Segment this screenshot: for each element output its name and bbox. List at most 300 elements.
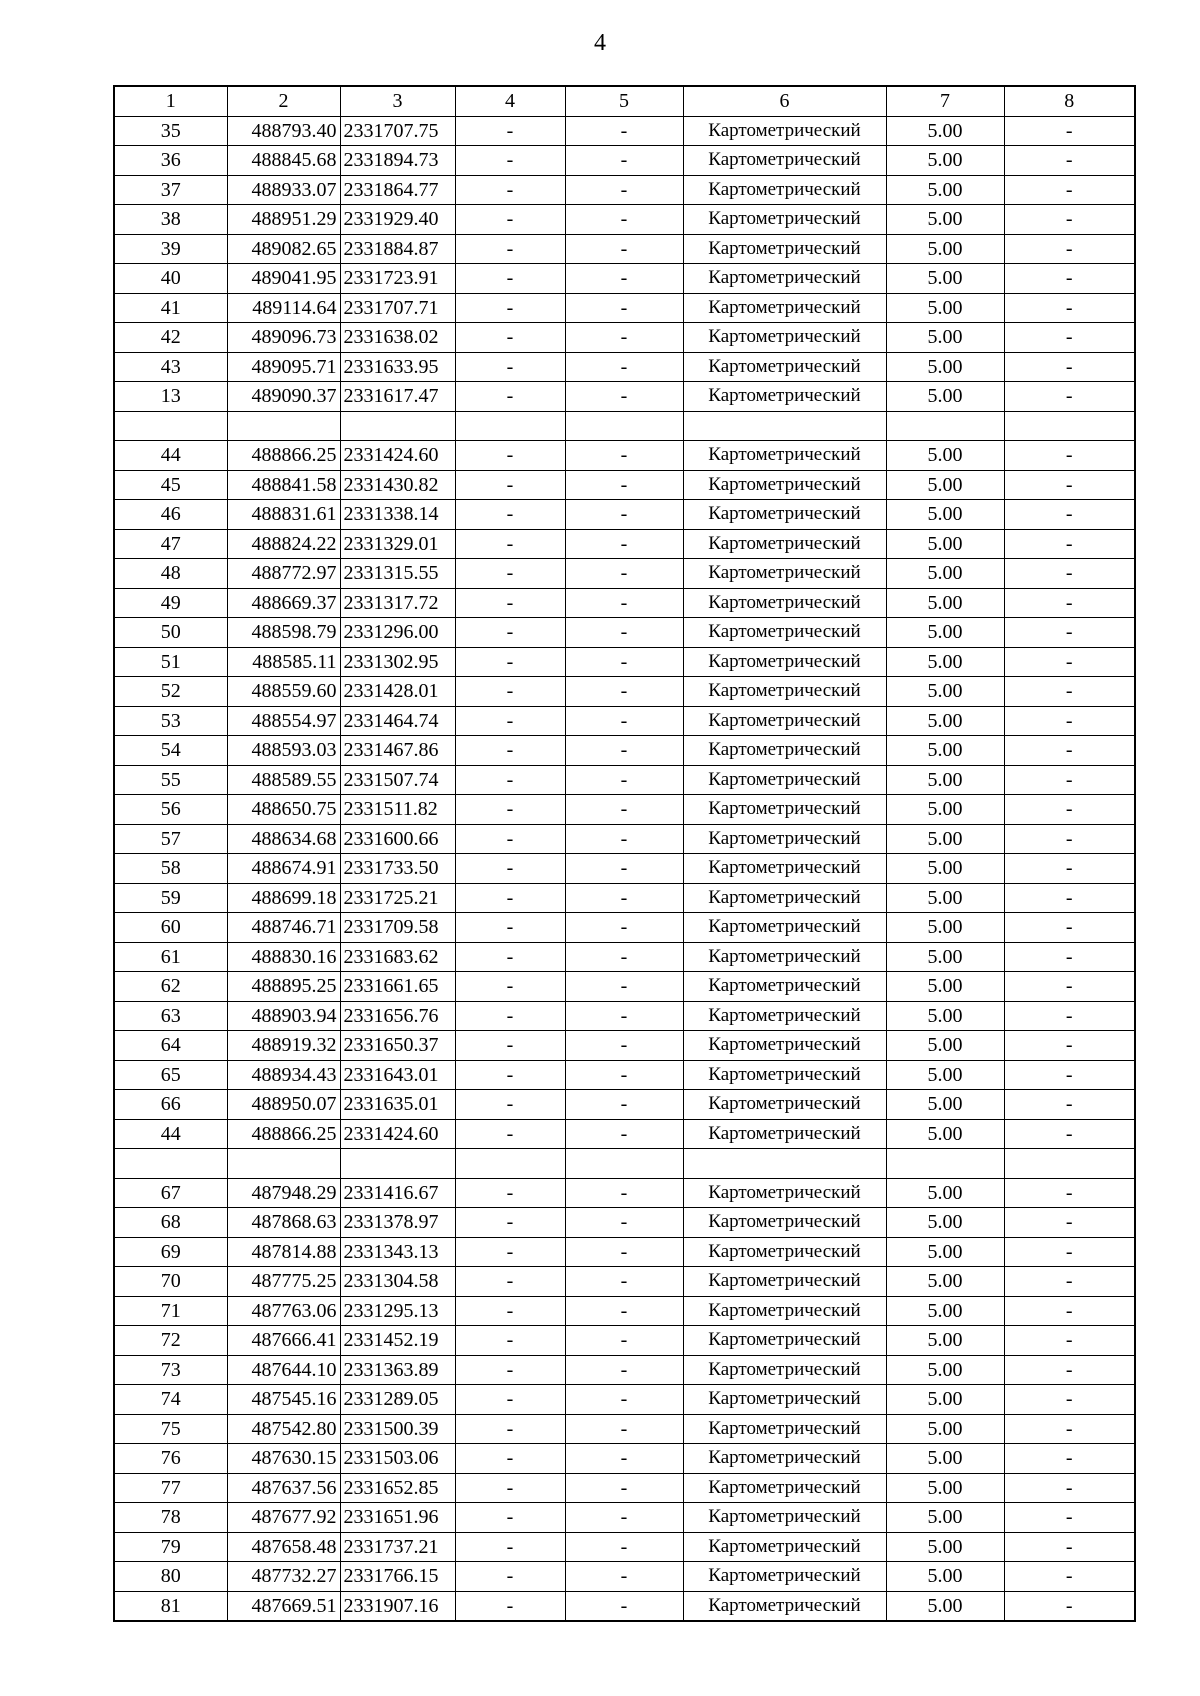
table-cell: - bbox=[565, 588, 683, 618]
table-cell: 488593.03 bbox=[227, 736, 340, 766]
table-cell: 41 bbox=[114, 293, 227, 323]
table-cell: 487630.15 bbox=[227, 1444, 340, 1474]
table-cell: - bbox=[1004, 1591, 1135, 1621]
table-cell: 2331296.00 bbox=[340, 618, 455, 648]
table-cell: 2331643.01 bbox=[340, 1060, 455, 1090]
table-cell: - bbox=[565, 175, 683, 205]
table-cell: - bbox=[1004, 470, 1135, 500]
table-cell: - bbox=[1004, 1473, 1135, 1503]
table-cell: - bbox=[565, 1473, 683, 1503]
table-cell: Картометрический bbox=[683, 824, 886, 854]
table-cell bbox=[227, 411, 340, 441]
table-cell: - bbox=[565, 382, 683, 412]
table-cell: Картометрический bbox=[683, 647, 886, 677]
table-cell: - bbox=[565, 706, 683, 736]
table-cell bbox=[1004, 1149, 1135, 1179]
table-row bbox=[114, 1296, 1135, 1326]
table-cell: Картометрический bbox=[683, 559, 886, 589]
table-cell bbox=[565, 1149, 683, 1179]
table-cell: - bbox=[1004, 559, 1135, 589]
table-cell: - bbox=[565, 1562, 683, 1592]
table-cell: - bbox=[455, 1119, 565, 1149]
table-row bbox=[114, 854, 1135, 884]
table-cell: 5.00 bbox=[886, 854, 1004, 884]
table-row bbox=[114, 559, 1135, 589]
table-header-row bbox=[114, 86, 1135, 116]
table-cell: 488934.43 bbox=[227, 1060, 340, 1090]
table-cell: - bbox=[1004, 588, 1135, 618]
table-cell: Картометрический bbox=[683, 706, 886, 736]
table-cell: - bbox=[1004, 293, 1135, 323]
table-cell: 488951.29 bbox=[227, 205, 340, 235]
table-cell: - bbox=[565, 972, 683, 1002]
table-cell: 488845.68 bbox=[227, 146, 340, 176]
table-cell: Картометрический bbox=[683, 382, 886, 412]
table-row bbox=[114, 1562, 1135, 1592]
table-row bbox=[114, 1414, 1135, 1444]
table-cell: 2331650.37 bbox=[340, 1031, 455, 1061]
table-cell: - bbox=[455, 559, 565, 589]
table-cell: 489095.71 bbox=[227, 352, 340, 382]
table-cell: 49 bbox=[114, 588, 227, 618]
table-cell: 71 bbox=[114, 1296, 227, 1326]
table-cell: 38 bbox=[114, 205, 227, 235]
table-cell: 5.00 bbox=[886, 647, 1004, 677]
table-cell: - bbox=[455, 470, 565, 500]
table-cell: - bbox=[455, 264, 565, 294]
table-cell: Картометрический bbox=[683, 1208, 886, 1238]
table-cell: 2331424.60 bbox=[340, 441, 455, 471]
table-cell: 5.00 bbox=[886, 736, 1004, 766]
table-cell: 70 bbox=[114, 1267, 227, 1297]
table-cell: Картометрический bbox=[683, 1444, 886, 1474]
table-cell: 2331652.85 bbox=[340, 1473, 455, 1503]
table-cell: 42 bbox=[114, 323, 227, 353]
table-cell: - bbox=[565, 146, 683, 176]
table-cell: - bbox=[455, 942, 565, 972]
table-cell: - bbox=[455, 588, 565, 618]
table-cell: 52 bbox=[114, 677, 227, 707]
table-cell: Картометрический bbox=[683, 1237, 886, 1267]
table-cell: - bbox=[1004, 382, 1135, 412]
table-cell: - bbox=[565, 942, 683, 972]
table-cell: 5.00 bbox=[886, 205, 1004, 235]
table-cell: 55 bbox=[114, 765, 227, 795]
table-cell: 487658.48 bbox=[227, 1532, 340, 1562]
table-row bbox=[114, 1326, 1135, 1356]
table-cell: - bbox=[1004, 824, 1135, 854]
table-row bbox=[114, 470, 1135, 500]
table-cell: - bbox=[565, 677, 683, 707]
table-cell: 5.00 bbox=[886, 1031, 1004, 1061]
table-cell: Картометрический bbox=[683, 1031, 886, 1061]
table-row bbox=[114, 736, 1135, 766]
table-cell: - bbox=[455, 1503, 565, 1533]
table-row bbox=[114, 1444, 1135, 1474]
table-cell: Картометрический bbox=[683, 500, 886, 530]
table-cell: 78 bbox=[114, 1503, 227, 1533]
table-cell: Картометрический bbox=[683, 1090, 886, 1120]
table-cell: 5.00 bbox=[886, 293, 1004, 323]
table-cell: Картометрический bbox=[683, 1119, 886, 1149]
table-cell: 2331633.95 bbox=[340, 352, 455, 382]
table-cell bbox=[114, 1149, 227, 1179]
table-cell: - bbox=[1004, 1355, 1135, 1385]
table-cell: 487666.41 bbox=[227, 1326, 340, 1356]
table-cell: - bbox=[455, 175, 565, 205]
table-row bbox=[114, 1208, 1135, 1238]
table-cell: 5.00 bbox=[886, 1326, 1004, 1356]
table-cell: 5.00 bbox=[886, 234, 1004, 264]
table-cell: 488554.97 bbox=[227, 706, 340, 736]
table-cell: 35 bbox=[114, 116, 227, 146]
table-cell: 5.00 bbox=[886, 1414, 1004, 1444]
table-cell: 51 bbox=[114, 647, 227, 677]
table-cell: 2331378.97 bbox=[340, 1208, 455, 1238]
table-cell: 488950.07 bbox=[227, 1090, 340, 1120]
table-cell: 60 bbox=[114, 913, 227, 943]
table-cell: 5.00 bbox=[886, 1090, 1004, 1120]
table-cell: 2331338.14 bbox=[340, 500, 455, 530]
table-cell bbox=[886, 1149, 1004, 1179]
table-cell: - bbox=[565, 323, 683, 353]
table-row bbox=[114, 411, 1135, 441]
table-cell: - bbox=[565, 1001, 683, 1031]
table-cell: - bbox=[455, 1060, 565, 1090]
table-cell: - bbox=[1004, 706, 1135, 736]
table-cell: 487677.92 bbox=[227, 1503, 340, 1533]
table-row bbox=[114, 1178, 1135, 1208]
table-cell: - bbox=[1004, 1296, 1135, 1326]
table-cell: 2331723.91 bbox=[340, 264, 455, 294]
table-row bbox=[114, 795, 1135, 825]
table-cell: - bbox=[1004, 116, 1135, 146]
table-cell: 68 bbox=[114, 1208, 227, 1238]
table-cell: - bbox=[1004, 795, 1135, 825]
table-cell bbox=[683, 411, 886, 441]
table-cell: 74 bbox=[114, 1385, 227, 1415]
table-cell: - bbox=[1004, 441, 1135, 471]
table-cell: 2331617.47 bbox=[340, 382, 455, 412]
table-cell: - bbox=[455, 146, 565, 176]
table-row bbox=[114, 205, 1135, 235]
table-cell: 58 bbox=[114, 854, 227, 884]
table-cell: 72 bbox=[114, 1326, 227, 1356]
table-row bbox=[114, 264, 1135, 294]
table-cell bbox=[227, 1149, 340, 1179]
table-cell: - bbox=[455, 1591, 565, 1621]
table-cell: 487669.51 bbox=[227, 1591, 340, 1621]
table-cell: 46 bbox=[114, 500, 227, 530]
table-cell: Картометрический bbox=[683, 470, 886, 500]
table-cell: - bbox=[455, 441, 565, 471]
table-row bbox=[114, 116, 1135, 146]
table-cell: - bbox=[565, 736, 683, 766]
table-cell: - bbox=[1004, 529, 1135, 559]
table-cell: 2331651.96 bbox=[340, 1503, 455, 1533]
table-cell: Картометрический bbox=[683, 795, 886, 825]
table-cell: 2331428.01 bbox=[340, 677, 455, 707]
table-cell: 5.00 bbox=[886, 1060, 1004, 1090]
table-cell: - bbox=[455, 1090, 565, 1120]
table-row bbox=[114, 1060, 1135, 1090]
table-cell: Картометрический bbox=[683, 529, 886, 559]
table-cell: 5.00 bbox=[886, 618, 1004, 648]
table-cell: - bbox=[565, 883, 683, 913]
table-row bbox=[114, 1237, 1135, 1267]
table-cell: - bbox=[1004, 736, 1135, 766]
table-cell: 487545.16 bbox=[227, 1385, 340, 1415]
table-cell: 5.00 bbox=[886, 795, 1004, 825]
table-cell: Картометрический bbox=[683, 913, 886, 943]
table-cell: Картометрический bbox=[683, 972, 886, 1002]
table-cell: Картометрический bbox=[683, 441, 886, 471]
table-cell: - bbox=[565, 618, 683, 648]
table-cell: Картометрический bbox=[683, 618, 886, 648]
table-cell bbox=[886, 411, 1004, 441]
table-cell: - bbox=[565, 352, 683, 382]
table-cell bbox=[114, 411, 227, 441]
table-cell: 488559.60 bbox=[227, 677, 340, 707]
table-cell: Картометрический bbox=[683, 1060, 886, 1090]
table-row bbox=[114, 352, 1135, 382]
table-cell: - bbox=[1004, 1060, 1135, 1090]
table-cell: 5.00 bbox=[886, 323, 1004, 353]
table-cell: 5.00 bbox=[886, 1385, 1004, 1415]
table-cell: - bbox=[455, 1267, 565, 1297]
table-cell: - bbox=[1004, 942, 1135, 972]
table-cell: - bbox=[455, 824, 565, 854]
table-cell: - bbox=[565, 470, 683, 500]
table-cell: 5.00 bbox=[886, 500, 1004, 530]
table-cell: 5.00 bbox=[886, 1591, 1004, 1621]
page-number: 4 bbox=[594, 30, 606, 56]
table-cell: 2331709.58 bbox=[340, 913, 455, 943]
table-cell: - bbox=[455, 323, 565, 353]
table-row bbox=[114, 1090, 1135, 1120]
table-cell: 488589.55 bbox=[227, 765, 340, 795]
table-cell: Картометрический bbox=[683, 736, 886, 766]
table-cell: 2331683.62 bbox=[340, 942, 455, 972]
table-cell: 488674.91 bbox=[227, 854, 340, 884]
table-row bbox=[114, 1119, 1135, 1149]
table-cell: 489082.65 bbox=[227, 234, 340, 264]
table-row bbox=[114, 706, 1135, 736]
table-cell: 47 bbox=[114, 529, 227, 559]
table-cell: - bbox=[1004, 618, 1135, 648]
table-cell: 44 bbox=[114, 1119, 227, 1149]
table-cell: 2331635.01 bbox=[340, 1090, 455, 1120]
table-cell: 2331929.40 bbox=[340, 205, 455, 235]
table-cell: - bbox=[565, 1444, 683, 1474]
table-cell: 5.00 bbox=[886, 588, 1004, 618]
table-cell: 488866.25 bbox=[227, 441, 340, 471]
table-cell: - bbox=[455, 1031, 565, 1061]
table-cell: - bbox=[1004, 1326, 1135, 1356]
table-cell: 487775.25 bbox=[227, 1267, 340, 1297]
table-cell: - bbox=[565, 1267, 683, 1297]
table-cell: 489041.95 bbox=[227, 264, 340, 294]
table-cell: 487948.29 bbox=[227, 1178, 340, 1208]
table-cell: 5.00 bbox=[886, 1237, 1004, 1267]
table-cell: 65 bbox=[114, 1060, 227, 1090]
table-cell: - bbox=[1004, 146, 1135, 176]
table-cell: 5.00 bbox=[886, 677, 1004, 707]
table-row bbox=[114, 1473, 1135, 1503]
table-cell: - bbox=[455, 1208, 565, 1238]
table-cell: 487763.06 bbox=[227, 1296, 340, 1326]
table-cell: - bbox=[455, 234, 565, 264]
table-cell: Картометрический bbox=[683, 1532, 886, 1562]
column-header: 7 bbox=[886, 86, 1004, 116]
table-row bbox=[114, 500, 1135, 530]
table-cell: Картометрический bbox=[683, 1473, 886, 1503]
table-cell: - bbox=[1004, 234, 1135, 264]
table-cell: 5.00 bbox=[886, 913, 1004, 943]
table-cell: - bbox=[1004, 1414, 1135, 1444]
table-cell: Картометрический bbox=[683, 854, 886, 884]
table-cell: Картометрический bbox=[683, 588, 886, 618]
table-cell: - bbox=[455, 1296, 565, 1326]
table-cell: Картометрический bbox=[683, 323, 886, 353]
table-cell: - bbox=[1004, 1267, 1135, 1297]
table-cell: - bbox=[565, 500, 683, 530]
table-cell: 2331707.75 bbox=[340, 116, 455, 146]
table-cell: 36 bbox=[114, 146, 227, 176]
table-cell: 2331315.55 bbox=[340, 559, 455, 589]
table-cell: 488793.40 bbox=[227, 116, 340, 146]
table-cell: - bbox=[1004, 1208, 1135, 1238]
table-cell: - bbox=[565, 795, 683, 825]
table-cell: - bbox=[565, 765, 683, 795]
table-cell: 488919.32 bbox=[227, 1031, 340, 1061]
table-cell: - bbox=[565, 1591, 683, 1621]
table-cell: - bbox=[455, 1178, 565, 1208]
table-cell: - bbox=[1004, 1119, 1135, 1149]
table-cell: 40 bbox=[114, 264, 227, 294]
table-cell: 5.00 bbox=[886, 1001, 1004, 1031]
table-cell: - bbox=[455, 1237, 565, 1267]
table-cell: - bbox=[455, 1001, 565, 1031]
table-cell: - bbox=[1004, 1385, 1135, 1415]
table-cell: 54 bbox=[114, 736, 227, 766]
table-cell: Картометрический bbox=[683, 234, 886, 264]
table-cell: 2331452.19 bbox=[340, 1326, 455, 1356]
table-cell: 487637.56 bbox=[227, 1473, 340, 1503]
table-cell: 2331656.76 bbox=[340, 1001, 455, 1031]
table-cell: 43 bbox=[114, 352, 227, 382]
table-cell: Картометрический bbox=[683, 1267, 886, 1297]
table-row bbox=[114, 942, 1135, 972]
table-cell: 5.00 bbox=[886, 942, 1004, 972]
table-row bbox=[114, 913, 1135, 943]
table-cell: 2331725.21 bbox=[340, 883, 455, 913]
table-cell: 489096.73 bbox=[227, 323, 340, 353]
table-row bbox=[114, 1591, 1135, 1621]
table-cell: - bbox=[1004, 323, 1135, 353]
table-cell: - bbox=[565, 824, 683, 854]
table-cell: 5.00 bbox=[886, 382, 1004, 412]
table-cell bbox=[683, 1149, 886, 1179]
table-cell: - bbox=[455, 677, 565, 707]
table-cell bbox=[455, 411, 565, 441]
table-cell: 487732.27 bbox=[227, 1562, 340, 1592]
table-cell bbox=[340, 1149, 455, 1179]
table-cell: - bbox=[455, 765, 565, 795]
table-row bbox=[114, 1267, 1135, 1297]
table-cell: - bbox=[455, 382, 565, 412]
table-row bbox=[114, 175, 1135, 205]
table-cell: 5.00 bbox=[886, 1532, 1004, 1562]
table-row bbox=[114, 1031, 1135, 1061]
table-row bbox=[114, 677, 1135, 707]
table-cell: 2331503.06 bbox=[340, 1444, 455, 1474]
table-cell: - bbox=[1004, 1562, 1135, 1592]
table-cell: 5.00 bbox=[886, 1119, 1004, 1149]
column-header: 6 bbox=[683, 86, 886, 116]
table-cell: Картометрический bbox=[683, 1591, 886, 1621]
table-cell: Картометрический bbox=[683, 1385, 886, 1415]
table-row bbox=[114, 1355, 1135, 1385]
table-cell: 489114.64 bbox=[227, 293, 340, 323]
table-cell: Картометрический bbox=[683, 883, 886, 913]
table-cell: 5.00 bbox=[886, 529, 1004, 559]
table-cell: - bbox=[565, 441, 683, 471]
table-cell: 48 bbox=[114, 559, 227, 589]
table-cell: 69 bbox=[114, 1237, 227, 1267]
table-cell: 2331304.58 bbox=[340, 1267, 455, 1297]
table-cell: 5.00 bbox=[886, 1355, 1004, 1385]
table-cell: Картометрический bbox=[683, 765, 886, 795]
table-cell: Картометрический bbox=[683, 1178, 886, 1208]
table-cell: - bbox=[1004, 1532, 1135, 1562]
table-row bbox=[114, 1503, 1135, 1533]
table-cell: Картометрический bbox=[683, 1355, 886, 1385]
table-cell: 487814.88 bbox=[227, 1237, 340, 1267]
table-cell: - bbox=[1004, 972, 1135, 1002]
table-cell: - bbox=[565, 293, 683, 323]
column-header: 5 bbox=[565, 86, 683, 116]
table-cell: 13 bbox=[114, 382, 227, 412]
table-row bbox=[114, 1149, 1135, 1179]
table-cell: 53 bbox=[114, 706, 227, 736]
table-cell: - bbox=[455, 529, 565, 559]
table-cell: Картометрический bbox=[683, 677, 886, 707]
table-cell: 5.00 bbox=[886, 1296, 1004, 1326]
table-cell: 2331289.05 bbox=[340, 1385, 455, 1415]
table-cell: - bbox=[565, 529, 683, 559]
table-cell: 5.00 bbox=[886, 1503, 1004, 1533]
table-cell: 488772.97 bbox=[227, 559, 340, 589]
table-row bbox=[114, 234, 1135, 264]
table-cell: 39 bbox=[114, 234, 227, 264]
table-cell: - bbox=[455, 293, 565, 323]
table-cell: - bbox=[565, 1355, 683, 1385]
table-cell: 5.00 bbox=[886, 470, 1004, 500]
table-cell: 81 bbox=[114, 1591, 227, 1621]
table-cell: 2331302.95 bbox=[340, 647, 455, 677]
table-cell: - bbox=[1004, 1090, 1135, 1120]
table-cell: - bbox=[1004, 647, 1135, 677]
table-cell: 5.00 bbox=[886, 1473, 1004, 1503]
table-row bbox=[114, 323, 1135, 353]
table-cell: 488866.25 bbox=[227, 1119, 340, 1149]
column-header: 4 bbox=[455, 86, 565, 116]
table-cell: - bbox=[565, 1208, 683, 1238]
table-cell: 5.00 bbox=[886, 972, 1004, 1002]
table-cell: 2331416.67 bbox=[340, 1178, 455, 1208]
table-cell: 2331424.60 bbox=[340, 1119, 455, 1149]
